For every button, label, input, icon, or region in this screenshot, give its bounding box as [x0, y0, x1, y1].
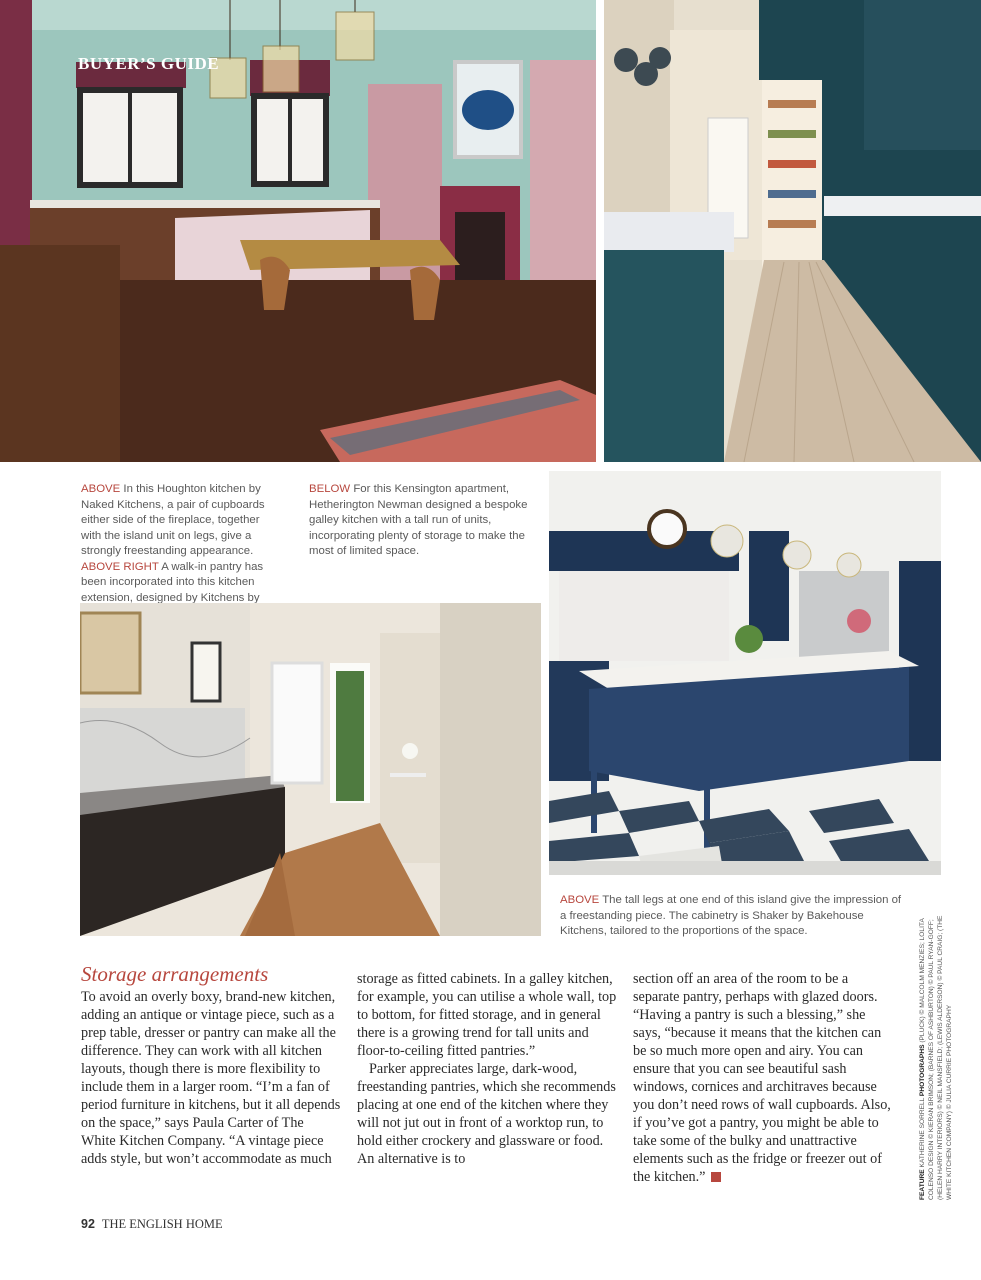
column-1-paragraph: To avoid an overly boxy, brand-new kitchen, adding an antique or vintage piece, such as a prep table, dresser or pantry can make all the difference. They can work with all kitchen layouts, though there is more flexibility to include them in a larger room. “I’m a fan of period furniture in kitchens, but it all depends on the space,” says Paula Carter of The White Kitchen Company. “A vintage piece adds style, but won’t accommodate as much — [81, 989, 341, 1167]
column-2-paragraph-2: Parker appreciates large, dark-wood, freestanding pantries, which she recommends placing at one end of the kitchen where they will not jut out in front of a worktop run, to hold either crockery and glassware or food. An alternative is to — [357, 1061, 616, 1167]
column-2-paragraph-1: storage as fitted cabinets. In a galley kitchen, for example, you can utilise a whole wall, top to bottom, for fitted storage, and in general there is a growing trend for tall units and floor-to-ceiling fitted pantries.” — [357, 971, 617, 1059]
article-column-1 — [81, 988, 341, 1168]
article-column-3 — [633, 970, 895, 1186]
section-label: BUYER’S GUIDE — [78, 54, 220, 73]
caption-above-right-keyword: ABOVE RIGHT — [81, 560, 159, 573]
column-3-text: section off an area of the room to be a separate pantry, perhaps with glazed doors. “Having a pantry is such a blessing,” she says, “because it means that the kitchen can be so much more open and airy. You can ensure that you can see beautiful sash windows, cornices and architraves because you don’t need rows of wall cupboards. Also, if you’ve got a pantry, you might be able to take some of the bulky and unattractive elements such as the fridge or freezer out of the kitchen.” — [633, 971, 891, 1185]
caption-houghton — [81, 482, 281, 622]
houghton-kitchen-photo — [0, 0, 596, 462]
caption-above-text: In this Houghton kitchen by Naked Kitchens, a pair of cupboards either side of the fireplace, together with the island unit on legs, give a strongly freestanding appearance. — [81, 483, 265, 557]
credits-feature-label: FEATURE — [919, 1169, 926, 1200]
caption-above-keyword: ABOVE — [81, 483, 121, 495]
photo-credits — [918, 900, 954, 1200]
walk-in-pantry-photo — [604, 0, 981, 462]
island-kitchen-photo — [549, 471, 941, 875]
kensington-galley-photo — [80, 603, 541, 936]
credits-photos-text: (PLUCK) © MALCOLM MENZIES; LOLITA COLENSO DESIGN © KIERAN BRIMSON; (BARNES OF ASHBURTON) © PAUL RYAN-GOFF; (HELEN HARRY INTERIORS) © NEIL MANSFIELD; (LEWIS ALDERSON) © PAUL CRAIG; (THE WHITE KITCHEN COMPANY) © JULIA CURRIE PHOTOGRAPHY — [919, 915, 953, 1200]
credits-photos-label: PHOTOGRAPHS — [919, 1044, 926, 1097]
article-column-2 — [357, 970, 617, 1168]
credits-feature-name: KATHERINE SORRELL — [919, 1096, 926, 1170]
caption-island — [560, 893, 910, 940]
caption-below-keyword: BELOW — [309, 483, 351, 495]
end-of-article-square-icon — [711, 1172, 721, 1182]
caption-below — [309, 482, 534, 560]
caption-island-text: The tall legs at one end of this island give the impression of a freestanding piece. The cabinetry is Shaker by Bakehouse Kitchens, tailored to the proportions of the space. — [560, 894, 902, 937]
caption-island-keyword: ABOVE — [560, 894, 600, 906]
page-number: 92 — [81, 1217, 95, 1231]
caption-above-right-text: A walk-in pantry has been incorporated into this kitchen extension, designed by Kitchens by — [81, 560, 264, 604]
article-heading: Storage arrangements — [81, 962, 269, 986]
caption-below-text: For this Kensington apartment, Hetherington Newman designed a bespoke galley kitchen with a tall run of units, incorporating plenty of storage to make the most of limited space. — [309, 483, 528, 557]
column-3-paragraph — [633, 970, 895, 1186]
magazine-name: THE ENGLISH HOME — [101, 1217, 223, 1231]
page-footer — [81, 1217, 223, 1232]
